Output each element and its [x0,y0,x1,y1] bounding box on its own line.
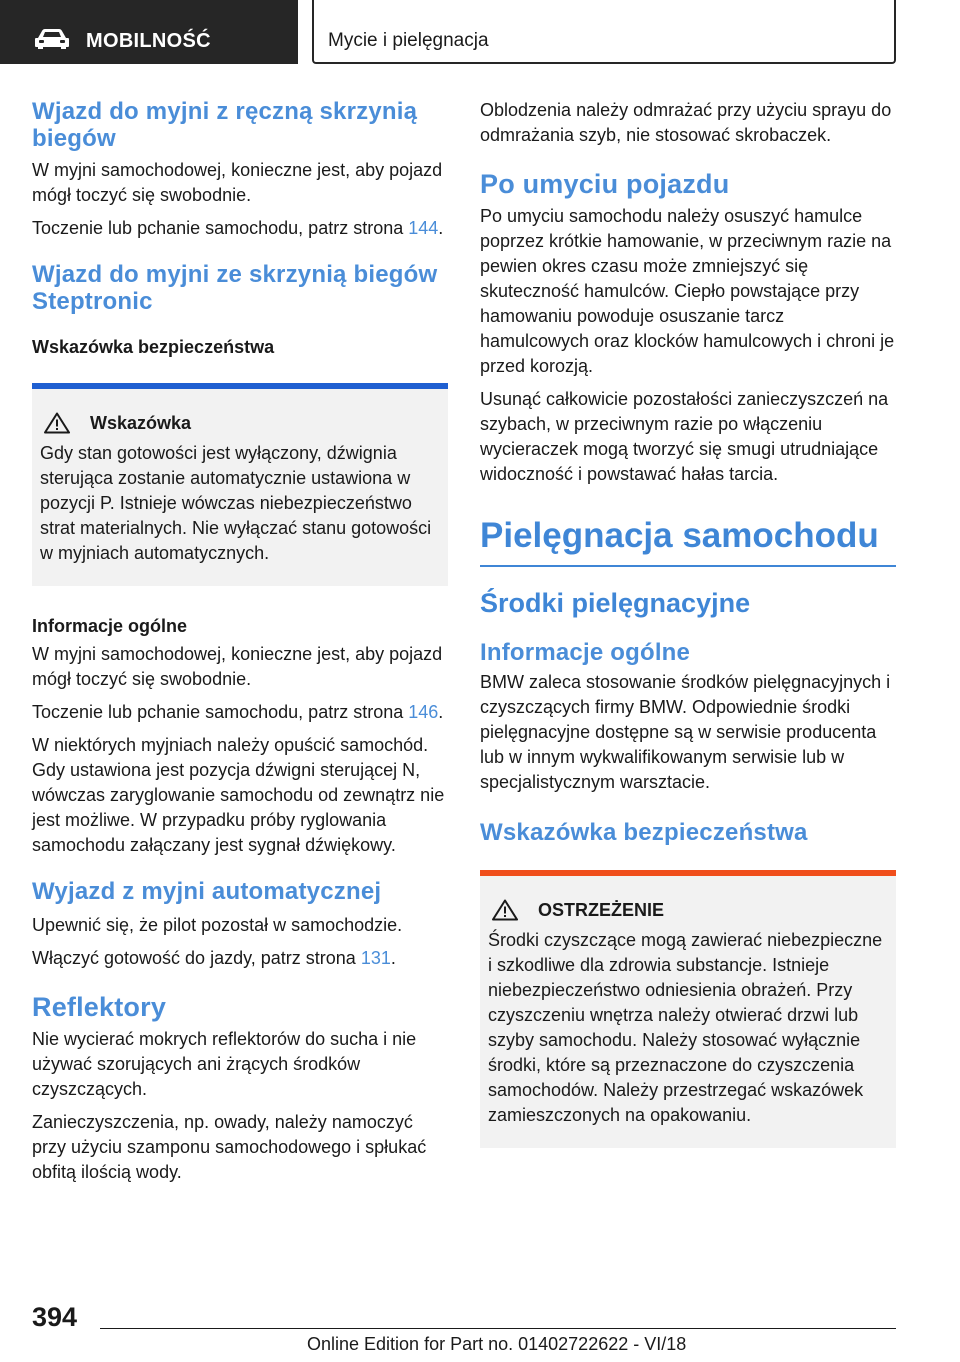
notice-title: Wskazówka [90,413,192,433]
footer-divider [100,1328,896,1329]
paragraph: Zanieczyszczenia, np. owady, należy namoczyć przy użyciu szamponu samochodowego i spłukać obfitą ilością wody. [32,1112,427,1182]
car-icon [34,28,70,50]
paragraph: W niektórych myjniach należy opuścić samochód. Gdy ustawiona jest pozycja dźwigni sterującej N, wówczas zaryglowanie samochodu od zewnątrz nie jest możliwe. W przypadku próby ryglowania samochodu załączany jest sygnał dźwiękowy. [32,735,445,855]
paragraph-with-link [32,946,448,971]
punctuation: . [438,702,444,722]
paragraph-text: Włączyć gotowość do jazdy, patrz strona [32,948,361,968]
notice-box-info [32,383,448,586]
safety-label: Wskazówka bezpieczeństwa [32,337,275,357]
paragraph: W myjni samochodowej, konieczne jest, aby pojazd mógł toczyć się swobodnie. [32,160,443,205]
heading-manual-wash: Wjazd do myjni z ręczną skrzynią biegów [32,98,418,152]
notice-box-warning [480,870,896,1148]
heading-steptronic-wash: Wjazd do myjni ze skrzynią biegów Steptronic [32,261,438,315]
left-column [32,98,448,1185]
footer-edition: Online Edition for Part no. 01402722622 - VI/18 [307,1334,687,1354]
heading-after-wash: Po umyciu pojazdu [480,169,730,199]
paragraph: BMW zaleca stosowanie środków pielęgnacyjnych i czyszczących firmy BMW. Odpowiednie środki pielęgnacyjne dostępne są w serwisie producenta lub w innym wykwalifikowanym serwisie lub w specjalistycznym warsztacie. [480,672,891,792]
notice-title: OSTRZEŻENIE [538,900,665,920]
warning-triangle-icon [44,412,70,434]
right-column [480,98,896,1148]
paragraph: W myjni samochodowej, konieczne jest, aby pojazd mógł toczyć się swobodnie. [32,644,443,689]
heading-exit-wash: Wyjazd z myjni automatycznej [32,878,382,905]
notice-text: Środki czyszczące mogą zawierać niebezpieczne i szkodliwe dla zdrowia substancje. Istnieje niebezpieczeństwo odniesienia obrażeń. Przy czyszczeniu wnętrza należy otwierać drzwi lub szyby samochodu. Należy stosować wyłącznie środki, które są przeznaczone do czyszczenia samochodów. Należy przestrzegać wskazówek zamieszczonych na opakowaniu. [488,930,883,1125]
notice-text: Gdy stan gotowości jest wyłączony, dźwignia sterująca zostanie automatycznie ustawiona w pozycji P. Istnieje wówczas niebezpieczeństwo strat materialnych. Nie wyłączać stanu gotowości w myjniach automatycznych. [40,443,432,563]
page-link-144[interactable]: 144 [408,218,439,238]
paragraph: Usunąć całkowicie pozostałości zanieczyszczeń na szybach, w przeciwnym razie po włączeniu wycieraczek mogą tworzyć się smugi utrudniające widoczność i powstawać hałas tarcia. [480,389,889,484]
paragraph: Upewnić się, że pilot pozostał w samochodzie. [32,915,403,935]
page-number: 394 [32,1302,78,1332]
general-info-label: Informacje ogólne [32,616,188,636]
paragraph-with-link [32,700,448,725]
page-link-131[interactable]: 131 [360,948,391,968]
paragraph: Oblodzenia należy odmrażać przy użyciu sprayu do odmrażania szyb, nie stosować skrobaczek. [480,100,892,145]
heading-safety-note: Wskazówka bezpieczeństwa [480,819,808,846]
paragraph: Po umyciu samochodu należy osuszyć hamulce poprzez krótkie hamowanie, w przeciwnym razie na pewien okres czasu może zmniejszyć się skuteczność hamulców. Ciepło powstające przy hamowaniu powoduje osuszanie tarcz hamulcowych oraz klocków hamulcowych i chroni je przed korozją. [480,206,895,376]
page-link-146[interactable]: 146 [408,702,439,722]
header-section-label: MOBILNOŚĆ [86,30,211,52]
paragraph-text: Toczenie lub pchanie samochodu, patrz strona [32,218,409,238]
punctuation: . [390,948,396,968]
paragraph-with-link [32,216,448,241]
punctuation: . [438,218,444,238]
chapter-heading: Pielęgnacja samochodu [480,515,896,567]
paragraph-text: Toczenie lub pchanie samochodu, patrz strona [32,702,409,722]
page-title: Mycie i pielęgnacja [328,30,489,51]
heading-general-info: Informacje ogólne [480,639,691,666]
warning-triangle-icon [492,899,518,921]
heading-headlights: Reflektory [32,992,167,1022]
section-heading: Środki pielęgnacyjne [480,588,751,618]
header-title-box [312,0,896,64]
paragraph: Nie wycierać mokrych reflektorów do sucha i nie używać szorujących ani żrących środków czyszczących. [32,1029,417,1099]
header-section-tab [0,0,298,64]
